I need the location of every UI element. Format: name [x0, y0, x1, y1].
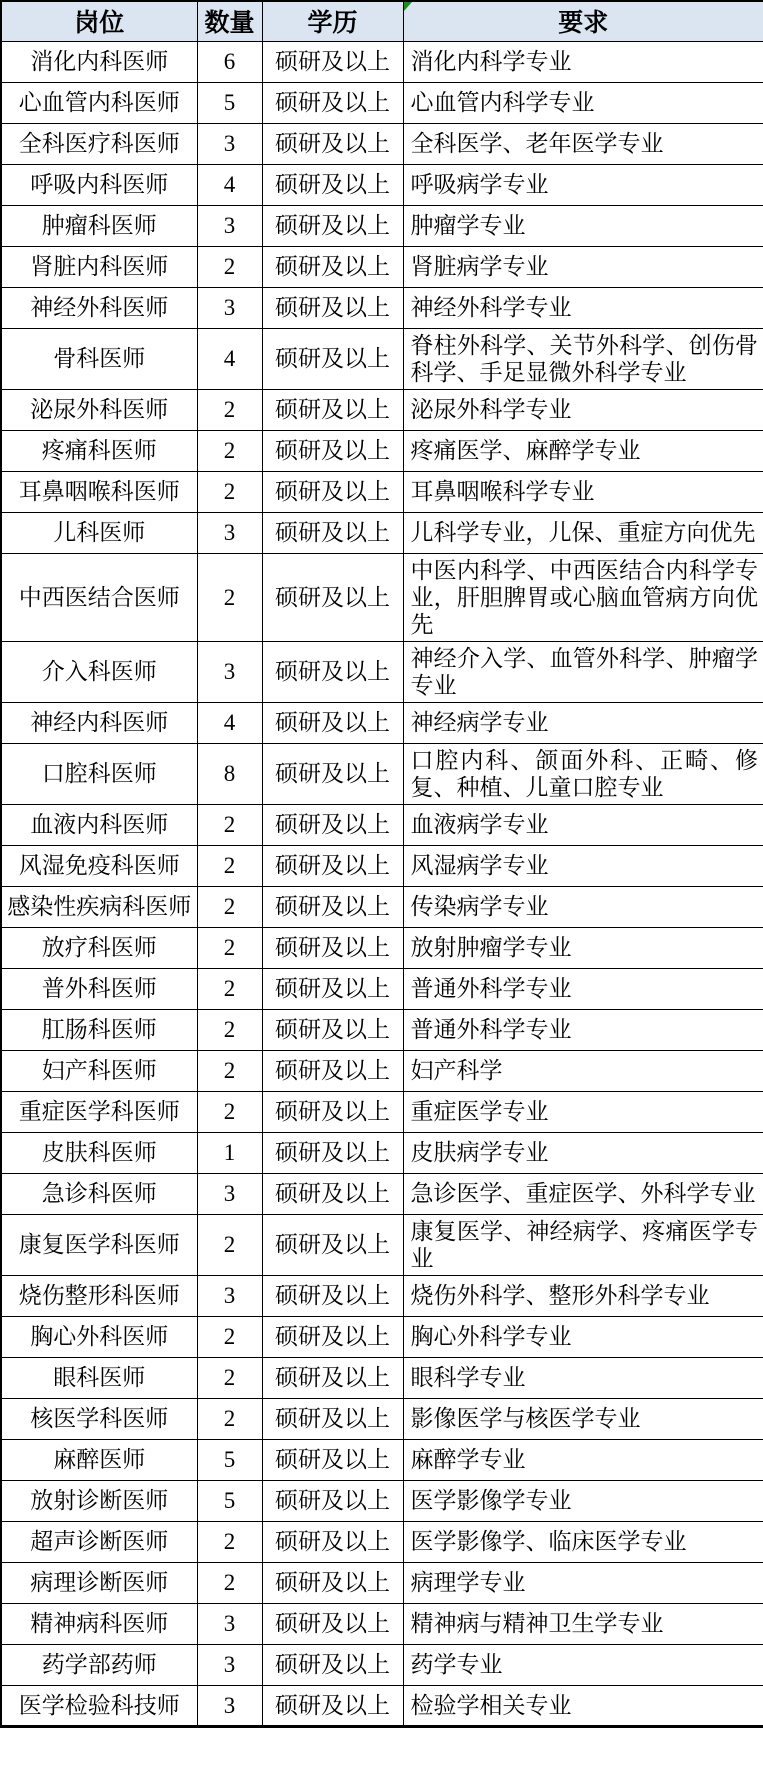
table-body: [1, 41, 763, 1726]
table-row: [1, 1316, 763, 1357]
count-cell: 8: [197, 743, 262, 804]
requirement-cell: 检验学相关专业: [403, 1685, 763, 1726]
requirement-cell: 泌尿外科学专业: [403, 389, 763, 430]
position-cell: 药学部药师: [1, 1644, 197, 1685]
count-cell: 2: [197, 1562, 262, 1603]
count-cell: 6: [197, 41, 262, 82]
count-cell: 2: [197, 886, 262, 927]
position-cell: 肾脏内科医师: [1, 246, 197, 287]
requirement-cell: 风湿病学专业: [403, 845, 763, 886]
education-cell: 硕研及以上: [262, 1214, 403, 1275]
table-row: [1, 743, 763, 804]
education-cell: 硕研及以上: [262, 641, 403, 702]
education-cell: 硕研及以上: [262, 430, 403, 471]
education-cell: 硕研及以上: [262, 1091, 403, 1132]
table-header: [1, 1, 763, 41]
position-cell: 烧伤整形科医师: [1, 1275, 197, 1316]
requirement-cell: 放射肿瘤学专业: [403, 927, 763, 968]
requirement-cell: 皮肤病学专业: [403, 1132, 763, 1173]
requirement-cell: 疼痛医学、麻醉学专业: [403, 430, 763, 471]
table-row: [1, 968, 763, 1009]
requirement-cell: 血液病学专业: [403, 804, 763, 845]
requirement-cell: 耳鼻咽喉科学专业: [403, 471, 763, 512]
position-cell: 儿科医师: [1, 512, 197, 553]
table-row: [1, 1480, 763, 1521]
requirement-cell: 急诊医学、重症医学、外科学专业: [403, 1173, 763, 1214]
requirement-cell: 肾脏病学专业: [403, 246, 763, 287]
position-cell: 骨科医师: [1, 328, 197, 389]
position-cell: 康复医学科医师: [1, 1214, 197, 1275]
position-cell: 放疗科医师: [1, 927, 197, 968]
position-cell: 神经外科医师: [1, 287, 197, 328]
position-cell: 麻醉医师: [1, 1439, 197, 1480]
table-row: [1, 1603, 763, 1644]
position-cell: 精神病科医师: [1, 1603, 197, 1644]
education-cell: 硕研及以上: [262, 1603, 403, 1644]
position-cell: 耳鼻咽喉科医师: [1, 471, 197, 512]
requirement-cell: 病理学专业: [403, 1562, 763, 1603]
requirement-cell: 重症医学专业: [403, 1091, 763, 1132]
count-cell: 3: [197, 1173, 262, 1214]
education-cell: 硕研及以上: [262, 1009, 403, 1050]
count-cell: 4: [197, 328, 262, 389]
requirement-cell: 神经外科学专业: [403, 287, 763, 328]
count-cell: 2: [197, 430, 262, 471]
table-row: [1, 804, 763, 845]
table-row: [1, 1398, 763, 1439]
count-cell: 3: [197, 123, 262, 164]
requirement-cell: 麻醉学专业: [403, 1439, 763, 1480]
table-row: [1, 82, 763, 123]
position-cell: 核医学科医师: [1, 1398, 197, 1439]
requirement-cell: 精神病与精神卫生学专业: [403, 1603, 763, 1644]
table-row: [1, 471, 763, 512]
requirement-cell: 普通外科学专业: [403, 1009, 763, 1050]
position-cell: 放射诊断医师: [1, 1480, 197, 1521]
education-cell: 硕研及以上: [262, 1398, 403, 1439]
header-row: [1, 1, 763, 41]
education-cell: 硕研及以上: [262, 927, 403, 968]
table-row: [1, 1173, 763, 1214]
requirement-cell: 药学专业: [403, 1644, 763, 1685]
education-cell: 硕研及以上: [262, 1357, 403, 1398]
education-cell: 硕研及以上: [262, 1275, 403, 1316]
count-cell: 2: [197, 968, 262, 1009]
count-cell: 2: [197, 927, 262, 968]
position-cell: 胸心外科医师: [1, 1316, 197, 1357]
count-cell: 3: [197, 1685, 262, 1726]
count-cell: 3: [197, 1275, 262, 1316]
position-cell: 妇产科医师: [1, 1050, 197, 1091]
position-cell: 肛肠科医师: [1, 1009, 197, 1050]
education-cell: 硕研及以上: [262, 1480, 403, 1521]
count-cell: 2: [197, 389, 262, 430]
column-header-position: 岗位: [1, 1, 197, 41]
table-row: [1, 287, 763, 328]
requirement-cell: 影像医学与核医学专业: [403, 1398, 763, 1439]
education-cell: 硕研及以上: [262, 553, 403, 641]
education-cell: 硕研及以上: [262, 702, 403, 743]
education-cell: 硕研及以上: [262, 1173, 403, 1214]
column-header-education: 学历: [262, 1, 403, 41]
count-cell: 2: [197, 1316, 262, 1357]
count-cell: 5: [197, 1480, 262, 1521]
requirement-cell: 普通外科学专业: [403, 968, 763, 1009]
count-cell: 2: [197, 1521, 262, 1562]
education-cell: 硕研及以上: [262, 164, 403, 205]
requirement-cell: 脊柱外科学、关节外科学、创伤骨科学、手足显微外科学专业: [403, 328, 763, 389]
requirement-cell: 中医内科学、中西医结合内科学专业，肝胆脾胃或心脑血管病方向优先: [403, 553, 763, 641]
requirement-cell: 康复医学、神经病学、疼痛医学专业: [403, 1214, 763, 1275]
education-cell: 硕研及以上: [262, 1132, 403, 1173]
count-cell: 3: [197, 641, 262, 702]
education-cell: 硕研及以上: [262, 123, 403, 164]
position-cell: 介入科医师: [1, 641, 197, 702]
position-cell: 口腔科医师: [1, 743, 197, 804]
requirement-cell: 消化内科学专业: [403, 41, 763, 82]
table-row: [1, 1009, 763, 1050]
table-row: [1, 927, 763, 968]
requirement-cell: 传染病学专业: [403, 886, 763, 927]
position-cell: 眼科医师: [1, 1357, 197, 1398]
requirement-cell: 全科医学、老年医学专业: [403, 123, 763, 164]
count-cell: 5: [197, 1439, 262, 1480]
position-cell: 泌尿外科医师: [1, 389, 197, 430]
count-cell: 2: [197, 804, 262, 845]
education-cell: 硕研及以上: [262, 1644, 403, 1685]
education-cell: 硕研及以上: [262, 1521, 403, 1562]
position-cell: 中西医结合医师: [1, 553, 197, 641]
table-row: [1, 1439, 763, 1480]
table-row: [1, 123, 763, 164]
count-cell: 2: [197, 1214, 262, 1275]
requirement-cell: 烧伤外科学、整形外科学专业: [403, 1275, 763, 1316]
education-cell: 硕研及以上: [262, 886, 403, 927]
requirement-cell: 肿瘤学专业: [403, 205, 763, 246]
position-cell: 消化内科医师: [1, 41, 197, 82]
table-row: [1, 641, 763, 702]
position-cell: 肿瘤科医师: [1, 205, 197, 246]
requirement-cell: 神经病学专业: [403, 702, 763, 743]
education-cell: 硕研及以上: [262, 1050, 403, 1091]
education-cell: 硕研及以上: [262, 41, 403, 82]
count-cell: 2: [197, 1357, 262, 1398]
column-header-requirement: [403, 1, 763, 41]
position-cell: 神经内科医师: [1, 702, 197, 743]
count-cell: 5: [197, 82, 262, 123]
requirement-cell: 胸心外科学专业: [403, 1316, 763, 1357]
table-row: [1, 845, 763, 886]
count-cell: 3: [197, 205, 262, 246]
count-cell: 3: [197, 1644, 262, 1685]
education-cell: 硕研及以上: [262, 287, 403, 328]
position-cell: 急诊科医师: [1, 1173, 197, 1214]
count-cell: 3: [197, 1603, 262, 1644]
count-cell: 2: [197, 1091, 262, 1132]
requirement-cell: 医学影像学、临床医学专业: [403, 1521, 763, 1562]
count-cell: 2: [197, 246, 262, 287]
education-cell: 硕研及以上: [262, 845, 403, 886]
requirement-cell: 医学影像学专业: [403, 1480, 763, 1521]
education-cell: 硕研及以上: [262, 1562, 403, 1603]
education-cell: 硕研及以上: [262, 328, 403, 389]
table-row: [1, 164, 763, 205]
table-row: [1, 389, 763, 430]
table-row: [1, 512, 763, 553]
position-cell: 感染性疾病科医师: [1, 886, 197, 927]
count-cell: 2: [197, 1398, 262, 1439]
count-cell: 3: [197, 287, 262, 328]
education-cell: 硕研及以上: [262, 471, 403, 512]
table-row: [1, 1521, 763, 1562]
position-cell: 病理诊断医师: [1, 1562, 197, 1603]
count-cell: 4: [197, 164, 262, 205]
requirement-cell: 神经介入学、血管外科学、肿瘤学专业: [403, 641, 763, 702]
table-row: [1, 1132, 763, 1173]
table-row: [1, 430, 763, 471]
requirement-cell: 儿科学专业，儿保、重症方向优先: [403, 512, 763, 553]
count-cell: 2: [197, 1050, 262, 1091]
education-cell: 硕研及以上: [262, 1439, 403, 1480]
table-row: [1, 702, 763, 743]
table-row: [1, 1275, 763, 1316]
table-row: [1, 1685, 763, 1726]
position-cell: 皮肤科医师: [1, 1132, 197, 1173]
table-row: [1, 553, 763, 641]
requirement-cell: 妇产科学: [403, 1050, 763, 1091]
count-cell: 2: [197, 1009, 262, 1050]
education-cell: 硕研及以上: [262, 1316, 403, 1357]
table-row: [1, 1050, 763, 1091]
table-row: [1, 886, 763, 927]
table-row: [1, 1357, 763, 1398]
table-row: [1, 328, 763, 389]
position-cell: 医学检验科技师: [1, 1685, 197, 1726]
requirement-cell: 心血管内科学专业: [403, 82, 763, 123]
position-cell: 普外科医师: [1, 968, 197, 1009]
education-cell: 硕研及以上: [262, 743, 403, 804]
education-cell: 硕研及以上: [262, 512, 403, 553]
education-cell: 硕研及以上: [262, 804, 403, 845]
requirement-cell: 口腔内科、颌面外科、正畸、修复、种植、儿童口腔专业: [403, 743, 763, 804]
education-cell: 硕研及以上: [262, 205, 403, 246]
position-cell: 全科医疗科医师: [1, 123, 197, 164]
table-row: [1, 1091, 763, 1132]
column-header-requirement-label: 要求: [558, 9, 609, 38]
count-cell: 3: [197, 512, 262, 553]
count-cell: 4: [197, 702, 262, 743]
table-row: [1, 205, 763, 246]
count-cell: 1: [197, 1132, 262, 1173]
position-cell: 重症医学科医师: [1, 1091, 197, 1132]
position-cell: 呼吸内科医师: [1, 164, 197, 205]
count-cell: 2: [197, 471, 262, 512]
position-cell: 疼痛科医师: [1, 430, 197, 471]
education-cell: 硕研及以上: [262, 82, 403, 123]
position-cell: 心血管内科医师: [1, 82, 197, 123]
table-row: [1, 1214, 763, 1275]
requirement-cell: 眼科学专业: [403, 1357, 763, 1398]
position-cell: 风湿免疫科医师: [1, 845, 197, 886]
education-cell: 硕研及以上: [262, 1685, 403, 1726]
table-row: [1, 1562, 763, 1603]
table-row: [1, 246, 763, 287]
position-cell: 血液内科医师: [1, 804, 197, 845]
education-cell: 硕研及以上: [262, 968, 403, 1009]
education-cell: 硕研及以上: [262, 389, 403, 430]
count-cell: 2: [197, 553, 262, 641]
count-cell: 2: [197, 845, 262, 886]
table-row: [1, 1644, 763, 1685]
green-corner-flag-icon: [404, 2, 412, 11]
column-header-count: 数量: [197, 1, 262, 41]
table-row: [1, 41, 763, 82]
education-cell: 硕研及以上: [262, 246, 403, 287]
position-cell: 超声诊断医师: [1, 1521, 197, 1562]
requirement-cell: 呼吸病学专业: [403, 164, 763, 205]
